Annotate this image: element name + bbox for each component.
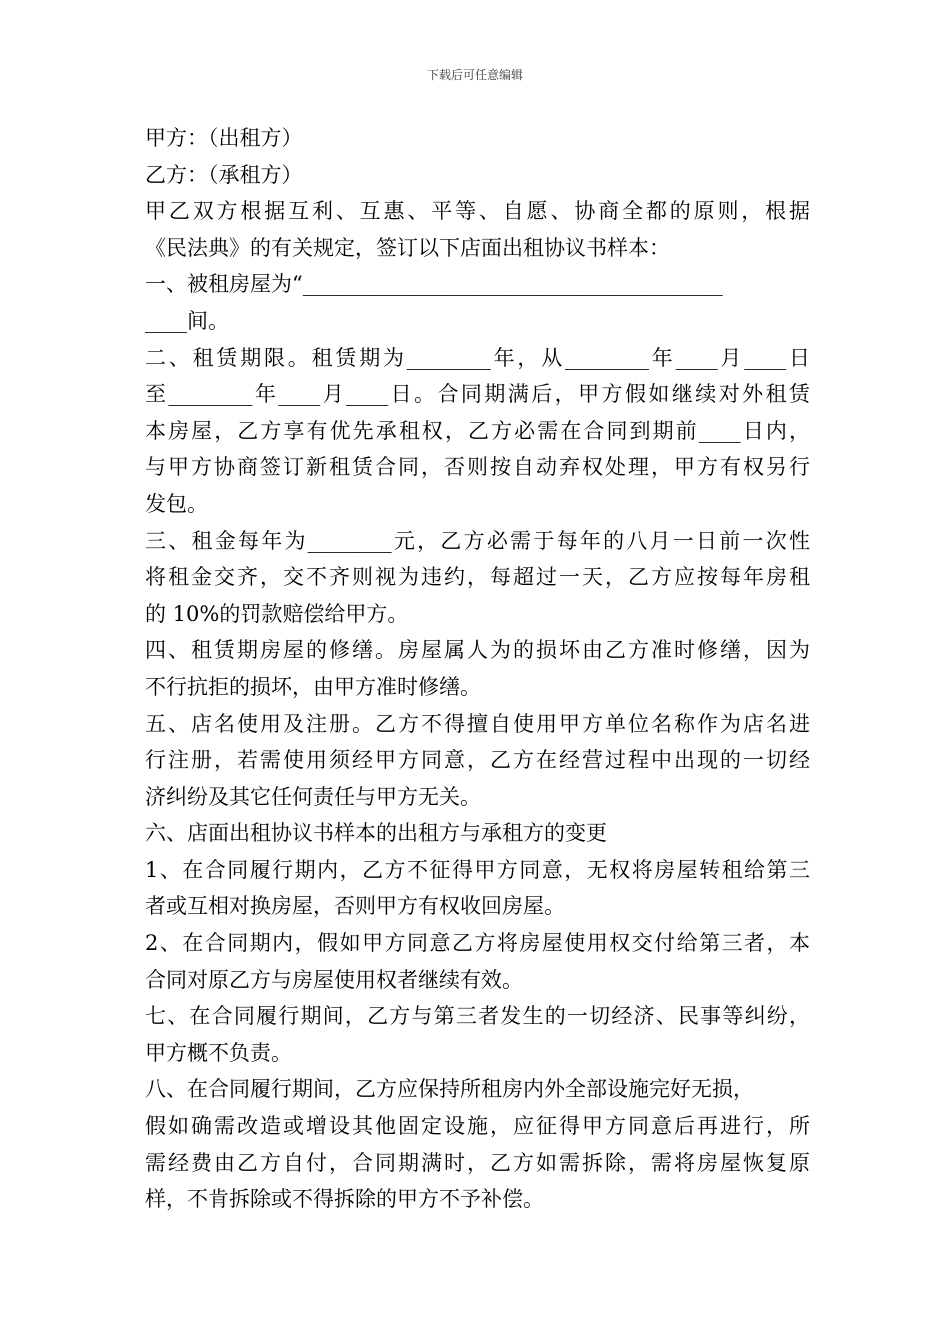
line-clause-8d: 样，不肯拆除或不得拆除的甲方不予补偿。 — [145, 1187, 544, 1212]
line-clause-6: 六、店面出租协议书样本的出租方与承租方的变更 — [145, 821, 607, 846]
line-clause-3b: 将租金交齐，交不齐则视为违约，每超过一天，乙方应按每年房租 — [145, 565, 810, 590]
line-clause-4a: 四、租赁期房屋的修缮。房屋属人为的损坏由乙方准时修缮，因为 — [145, 638, 810, 663]
document-body — [145, 120, 810, 1218]
line-clause-8c: 需经费由乙方自付，合同期满时，乙方如需拆除，需将房屋恢复原 — [145, 1150, 810, 1175]
line-clause-2d: 与甲方协商签订新租赁合同，否则按自动弃权处理，甲方有权另行 — [145, 455, 810, 480]
line-clause-8b: 假如确需改造或增设其他固定设施，应征得甲方同意后再进行，所 — [145, 1114, 810, 1139]
line-clause-2b: 至________年____月____日。合同期满后，甲方假如继续对外租赁 — [145, 382, 810, 407]
line-clause-3a: 三、租金每年为________元，乙方必需于每年的八月一日前一次性 — [145, 528, 810, 553]
line-party-b: 乙方：（承租方） — [145, 162, 303, 187]
line-clause-6-1b: 者或互相对换房屋，否则甲方有权收回房屋。 — [145, 894, 565, 919]
line-clause-3c: 的 10%的罚款赔偿给甲方。 — [145, 601, 409, 626]
line-clause-5a: 五、店名使用及注册。乙方不得擅自使用甲方单位名称作为店名进 — [145, 711, 810, 736]
line-clause-1a: 一、被租房屋为“________________________________________ — [145, 272, 723, 297]
line-clause-6-2b: 合同对原乙方与房屋使用权者继续有效。 — [145, 967, 523, 992]
line-clause-8a: 八、在合同履行期间，乙方应保持所租房内外全部设施完好无损， — [145, 1077, 754, 1102]
line-preamble-2: 《民法典》的有关规定，签订以下店面出租协议书样本： — [145, 235, 670, 260]
line-clause-2c: 本房屋，乙方享有优先承租权，乙方必需在合同到期前____日内， — [145, 418, 810, 443]
line-clause-1b: ____间。 — [145, 308, 229, 333]
line-clause-2e: 发包。 — [145, 491, 208, 516]
line-preamble-1: 甲乙双方根据互利、互惠、平等、自愿、协商全都的原则，根据 — [145, 199, 810, 224]
line-clause-2a: 二、租赁期限。租赁期为________年，从________年____月____日 — [145, 345, 810, 370]
page-header: 下载后可任意编辑 — [426, 68, 523, 82]
line-clause-6-2a: 2、在合同期内，假如甲方同意乙方将房屋使用权交付给第三者，本 — [145, 931, 810, 956]
line-clause-6-1a: 1、在合同履行期内，乙方不征得甲方同意，无权将房屋转租给第三 — [145, 857, 810, 882]
line-clause-7a: 七、在合同履行期间，乙方与第三者发生的一切经济、民事等纠纷， — [145, 1004, 810, 1029]
line-clause-5b: 行注册，若需使用须经甲方同意，乙方在经营过程中出现的一切经 — [145, 748, 810, 773]
line-clause-5c: 济纠纷及其它任何责任与甲方无关。 — [145, 784, 481, 809]
line-clause-7b: 甲方概不负责。 — [145, 1040, 292, 1065]
line-party-a: 甲方：（出租方） — [145, 126, 303, 150]
line-clause-4b: 不行抗拒的损坏，由甲方准时修缮。 — [145, 674, 481, 699]
